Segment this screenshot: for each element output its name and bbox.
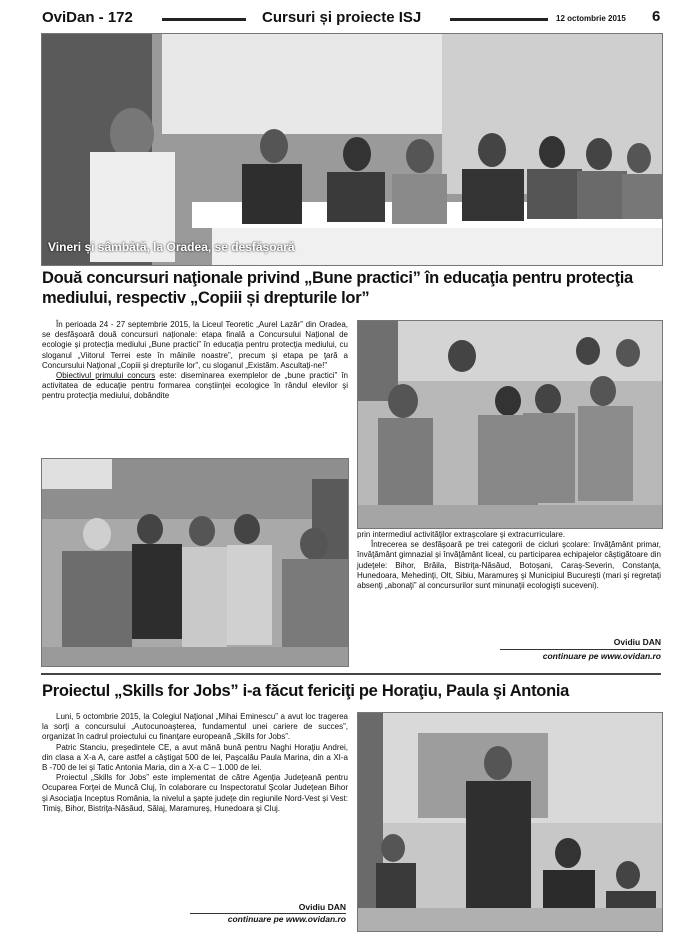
article1-headline — [42, 268, 668, 308]
skills-for-jobs-photo-image — [358, 713, 662, 931]
article1-headline-line2: mediului, respectiv „Copiii și drepturile lor” — [42, 289, 370, 307]
top-photo-image — [42, 34, 662, 265]
children-recycled-costumes-photo-image — [42, 459, 348, 666]
header-rule-left — [162, 18, 246, 21]
article1-paragraph-2-rest: este: diseminarea exemplelor de „bune practici” în activitatea de educaţie pentru formarea conştiinţei ecologice în rândul elevilor şi pentru protecţia mediului, dobândite — [42, 371, 348, 401]
children-costumes-photo — [357, 320, 663, 529]
article-separator — [41, 673, 661, 675]
article2-headline: Proiectul „Skills for Jobs” i-a făcut fericiţi pe Horaţiu, Paula şi Antonia — [42, 682, 570, 700]
article2-continuation-link[interactable]: continuare pe www.ovidan.ro — [227, 914, 346, 924]
article1-continuation-rule — [500, 649, 661, 650]
skills-for-jobs-photo — [357, 712, 663, 932]
photo-caption: Vineri și sâmbătă, la Oradea, se desfășoară — [48, 240, 295, 254]
issue-date: 12 octombrie 2015 — [556, 14, 626, 23]
header-rule-right — [450, 18, 548, 21]
publication-issue: OviDan - 172 — [42, 9, 133, 26]
article1-paragraph-2-underlined: Obiectivul primului concurs — [56, 371, 156, 381]
page-number: 6 — [652, 8, 661, 25]
article2-paragraph-1: Luni, 5 octombrie 2015, la Colegiul Naţional „Mihai Eminescu” a avut loc tragerea la sorţi a concursului „Autocunoaşterea, fundamentul unei cariere de succes”, organizat în cadrul proiectului cu finanţare europeană „Skills for Jobs”. — [42, 712, 348, 742]
article1-headline-line1: Două concursuri naţionale privind „Bune practici” în educaţia pentru protecţia — [42, 269, 633, 287]
children-recycled-costumes-photo — [41, 458, 349, 667]
article1-continuation-link[interactable]: continuare pe www.ovidan.ro — [542, 651, 661, 661]
article2-byline: Ovidiu DAN — [298, 902, 346, 912]
article1-paragraph-2 — [42, 371, 348, 402]
top-photo — [41, 33, 663, 266]
article2-text — [42, 712, 348, 814]
article1-paragraph-1: În perioada 24 - 27 septembrie 2015, la Liceul Teoretic „Aurel Lazăr” din Oradea, se desfășoară două concursuri naționale: etapa finală a Concursului Național de ecologie și protecția mediului „Bune practici” în educația pentru protecția mediului, cu sloganul „Viitorul Terrei este în mâinile noastre”, precum și etapa pe ţară a Concursului Naţional „Copiii și drepturile lor”, cu sloganul „Existăm. Ascultaţi-ne!” — [42, 320, 348, 370]
article1-paragraph-3: prin intermediul activităţilor extraşcolare şi extracurriculare. — [357, 530, 566, 539]
article1-right-text — [357, 530, 661, 591]
article1-byline: Ovidiu DAN — [613, 637, 661, 647]
children-costumes-photo-image — [358, 321, 662, 528]
article1-paragraph-4: Întrecerea se desfășoară pe trei categorii de cicluri școlare: învăţământ primar, învăţământ gimnazial și învăţământ liceal, cu participarea echipajelor câştigătoare din judeţele: Bihor, Brăila, Bistriţa-Năsăud, Botoşani, Caraş-Severin, Constanţa, Hunedoara, Mehedinţi, Olt, Sibiu, Maramureş şi Municipiul Bucureşti (mari şi regretaţi absenţi „abonaţi” al concursurilor sunt minunaţii ecologişti suceveni). — [357, 540, 661, 591]
article2-paragraph-3: Proiectul „Skills for Jobs” este implementat de către Agenţia Judeţeană pentru Ocuparea Forţei de Muncă Cluj, în colaborare cu Inspectoratul Şcolar Judeţean Bihor şi Asociaţia Inceptus România, la nivelul a şapte judeţe din regiunile Nord-Vest şi Vest: Timiş, Bihor, Bistriţa-Năsăud, Sălaj, Maramureş, Hunedoara şi Cluj. — [42, 773, 348, 813]
article1-left-text — [42, 320, 348, 402]
section-title: Cursuri și proiecte ISJ — [262, 9, 422, 26]
article2-paragraph-2: Patric Stanciu, preşedintele CE, a avut mână bună pentru Naghi Horaţiu Andrei, din clasa a X-a A, care astfel a câştigat 500 de lei, Paşcalău Paula Marina, din a XI-a B -700 de lei şi Tatic Antonia Maria, din a X-a C – 1.000 de lei. — [42, 742, 348, 773]
